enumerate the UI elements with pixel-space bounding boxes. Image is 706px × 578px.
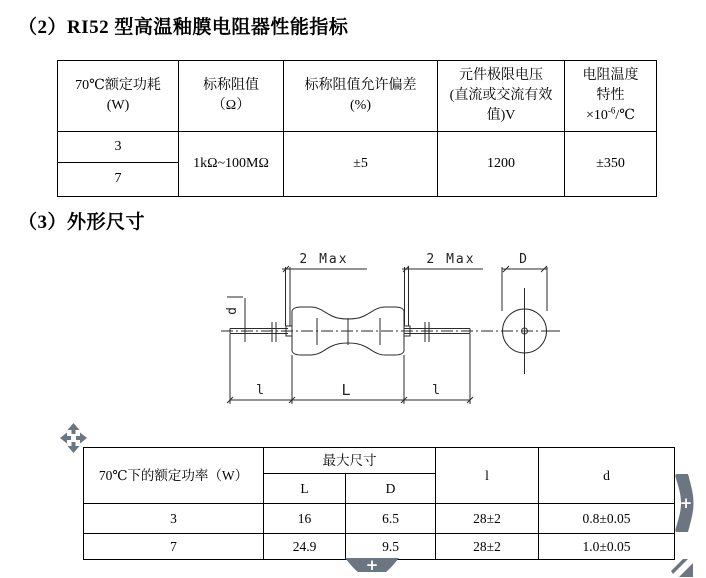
- t1-cell-temp-coeff: ±350: [565, 132, 657, 197]
- dim-label-2max-left: 2 Max: [299, 252, 349, 267]
- t1-cell-tolerance: ±5: [284, 132, 438, 197]
- t2-header-maxsize: 最大尺寸: [264, 448, 436, 474]
- dimensions-table: [83, 447, 675, 560]
- t1-cell-resistance: 1kΩ~100MΩ: [179, 132, 284, 197]
- t1-cell-power-7: 7: [58, 163, 179, 197]
- t1-header-power: 70℃额定功耗 (W): [58, 61, 179, 132]
- table-resize-handle-icon[interactable]: [671, 559, 693, 577]
- plus-icon: +: [365, 557, 379, 574]
- dim-label-D: D: [519, 252, 529, 267]
- t1-header-voltage: 元件极限电压 (直流或交流有效 值)V: [438, 61, 565, 132]
- t2-header-l: l: [436, 448, 539, 504]
- t1-header-tolerance: 标称阻值允许偏差 (%): [284, 61, 438, 132]
- t1-cell-voltage: 1200: [438, 132, 565, 197]
- t1-cell-power-3: 3: [58, 132, 179, 163]
- t2-header-L: L: [264, 474, 346, 504]
- t2-header-D: D: [346, 474, 436, 504]
- plus-icon: +: [679, 494, 693, 512]
- t2-header-d: d: [539, 448, 675, 504]
- dim-label-L: L: [341, 381, 353, 399]
- dim-label-2max-right: 2 Max: [426, 252, 476, 267]
- t1-header-temp-coeff: 电阻温度 特性 $\times 10^{-6}/℃$: [565, 61, 657, 132]
- section3-title: （3）外形尺寸: [18, 212, 146, 233]
- t2-header-power: 70℃下的额定功率（W）: [84, 448, 264, 504]
- resistor-outline-drawing: [218, 243, 570, 415]
- add-row-button[interactable]: [343, 557, 401, 574]
- dim-label-d: d: [225, 305, 240, 315]
- t1-header-resistance: 标称阻值 （Ω）: [179, 61, 284, 132]
- table-row: 7 24.9 9.5 28±2 1.0±0.05: [84, 534, 675, 560]
- dim-label-l-left: l: [256, 383, 266, 398]
- performance-table: [57, 60, 657, 197]
- table-row: 3 16 6.5 28±2 0.8±0.05: [84, 504, 675, 534]
- section2-title: （2）RI52 型高温釉膜电阻器性能指标: [18, 17, 349, 38]
- add-column-button[interactable]: [674, 473, 695, 533]
- dim-label-l-right: l: [432, 383, 442, 398]
